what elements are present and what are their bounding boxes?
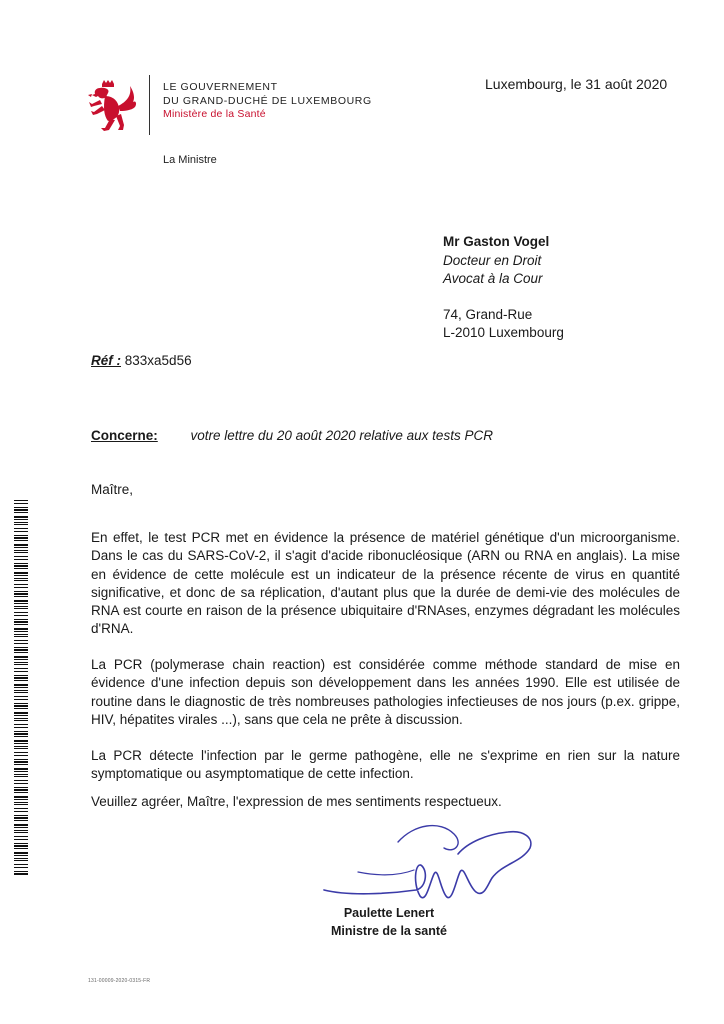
recipient-title-1: Docteur en Droit [443,252,542,268]
letterhead [163,81,372,122]
reference-line [91,353,192,368]
reference-label: Réf : [91,353,121,368]
red-lion-icon [88,80,138,136]
department-label: La Ministre [163,154,217,166]
signer-role: Ministre de la santé [330,923,447,938]
recipient-street: 74, Grand-Rue [443,306,533,322]
subject-text: votre lettre du 20 août 2020 relative aux tests PCR [190,428,493,443]
signer-name: Paulette Lenert [343,906,435,920]
recipient-name: Mr Gaston Vogel [443,234,550,249]
letterhead-line-1: LE GOUVERNEMENT [163,81,278,93]
handwritten-signature [318,812,536,912]
recipient-title-2: Avocat à la Cour [443,271,543,286]
reference-value: 833xa5d56 [124,353,192,368]
body-paragraph-1: En effet, le test PCR met en évidence la présence de matériel génétique d'un microorganisme. Dans le cas du SARS-CoV-2, il s'agit d'acide ribonucléosique (ARN ou RNA en anglais). La mise en évidence de cette molécule est un indicateur de la présence récente de virus en quantité significative, et donc de sa réplication, d'autant plus que la durée de demi-vie des molécules de RNA est courte en raison de la présence ubiquitaire d'RNAses, enzymes dégradant les molécules d'RNA. [91,530,680,637]
subject-label: Concerne: [91,428,158,443]
body-paragraph-3: La PCR détecte l'infection par le germe pathogène, elle ne s'exprime en rien sur la nature symptomatique ou asymptomatique de cette infection. [91,748,680,782]
ministry-name: Ministère de la Santé [163,108,266,120]
subject-line [91,428,493,443]
barcode-icon [14,500,28,876]
recipient-address [443,233,564,343]
document-code: 131-00009-2020-0315-FR [88,978,151,984]
recipient-city: L-2010 Luxembourg [443,325,564,340]
body-paragraph-2: La PCR (polymerase chain reaction) est considérée comme méthode standard de mise en évidence d'une infection depuis son développement dans les années 1990. Elle est utilisée de routine dans le diagnostic de très nombreuses pathologies infectieuses de nos jours (p.ex. grippe, HIV, hépatites virales ...), sans que cela ne prête à discussion. [91,657,680,727]
letterhead-line-2: DU GRAND-DUCHÉ DE LUXEMBOURG [163,94,372,107]
salutation: Maître, [91,482,134,497]
closing-paragraph: Veuillez agréer, Maître, l'expression de mes sentiments respectueux. [91,794,502,809]
letterhead-divider [149,75,150,135]
signature-block [315,905,463,940]
letter-date: Luxembourg, le 31 août 2020 [485,76,668,92]
